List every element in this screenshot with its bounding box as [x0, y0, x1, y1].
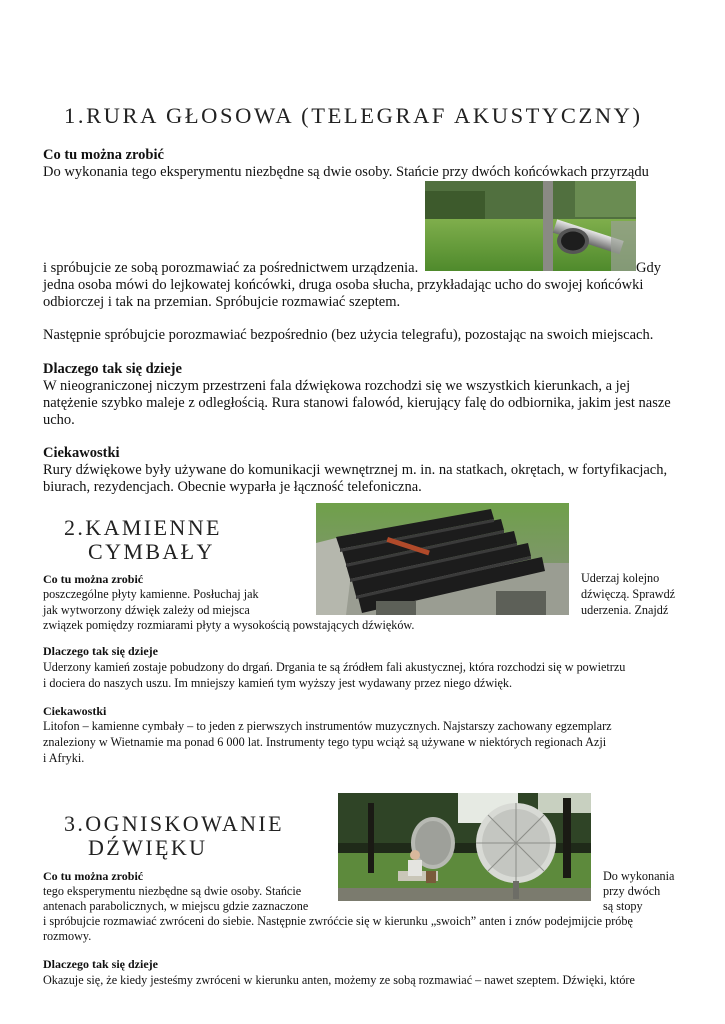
s1-what-para2: Następnie spróbujcie porozmawiać bezpośrednio (bez użycia telegrafu), pozostając na swoich miejscach.	[43, 327, 654, 343]
s2-why-line: i dociera do naszych uszu. Im mniejszy kamień tym wyższy jest wydawany przez niego dźwięk.	[43, 676, 513, 690]
s2-curio-line: i Afryki.	[43, 751, 85, 765]
s2-full-line: związek pomiędzy rozmiarami płyty a wysokością powstających dźwięków.	[43, 618, 415, 632]
parabolic-antennas-photo	[338, 793, 591, 901]
s3-why-heading: Dlaczego tak się dzieje	[43, 957, 158, 971]
s2-what-heading: Co tu można zrobić	[43, 572, 144, 586]
stone-cymbals-photo	[316, 503, 569, 615]
s2-left-line: poszczególne płyty kamienne. Posłuchaj jak	[43, 587, 259, 601]
s1-curio-heading: Ciekawostki	[43, 445, 120, 461]
s2-curio-heading: Ciekawostki	[43, 704, 107, 718]
s2-right-line: uderzenia. Znajdź	[581, 603, 669, 617]
s3-left-line: antenach parabolicznych, w miejscu gdzie zaznaczone	[43, 899, 309, 913]
s1-curio-line: Rury dźwiękowe były używane do komunikacji wewnętrznej m. in. na statkach, okrętach, w fortyfikacjach,	[43, 462, 668, 478]
s1-curio-line: biurach, rezydencjach. Obecnie wyparła je łączność telefoniczna.	[43, 479, 422, 495]
section-3-title-line2: DŹWIĘKU	[88, 835, 208, 860]
s3-left-line: tego eksperymentu niezbędne są dwie osoby. Stańcie	[43, 884, 302, 898]
s1-what-line2a: i spróbujcie ze sobą porozmawiać za pośrednictwem urządzenia.	[43, 260, 419, 276]
s1-what-line2b: Gdy	[636, 260, 661, 276]
s1-what-line4: odbiorczej i tak na przemian. Spróbujcie rozmawiać szeptem.	[43, 294, 401, 310]
s2-left-line: jak wytworzony dźwięk zależy od miejsca	[43, 603, 250, 617]
s2-curio-line: znaleziony w Wietnamie ma ponad 6 000 lat. Instrumenty tego typu wciąż są używane w niektórych regionach Azji	[43, 735, 607, 749]
s3-right-line: Do wykonania	[603, 869, 675, 883]
section-1-title: 1.RURA GŁOSOWA (TELEGRAF AKUSTYCZNY)	[64, 103, 643, 128]
s1-why-line: W nieograniczonej niczym przestrzeni fala dźwiękowa rozchodzi się we wszystkich kierunkach, a jej	[43, 378, 631, 394]
s2-why-line: Uderzony kamień zostaje pobudzony do drgań. Drgania te są źródłem fali akustycznej, która rozchodzi się w powietrzu	[43, 660, 626, 674]
s2-right-line: Uderzaj kolejno	[581, 571, 660, 585]
s3-full-line: i spróbujcie rozmawiać zwróceni do siebie. Następnie zwróćcie się w kierunku „swoich” anten i znów podejmijcie próbę	[43, 914, 633, 928]
s2-why-heading: Dlaczego tak się dzieje	[43, 644, 158, 658]
s1-what-line1: Do wykonania tego eksperymentu niezbędne są dwie osoby. Stańcie przy dwóch końcówkach przyrządu	[43, 164, 649, 180]
s1-what-heading: Co tu można zrobić	[43, 147, 164, 163]
s3-full-line: rozmowy.	[43, 929, 92, 943]
s3-right-line: przy dwóch	[603, 884, 661, 898]
s1-what-line3: jedna osoba mówi do lejkowatej końcówki, druga osoba słucha, przykładając ucho do swojej końcówki	[43, 277, 644, 293]
speaking-tube-photo	[425, 181, 636, 271]
s2-curio-line: Litofon – kamienne cymbały – to jeden z pierwszych instrumentów muzycznych. Najstarszy zachowany egzemplarz	[43, 719, 612, 733]
s3-right-line: są stopy	[603, 899, 643, 913]
section-2-title-line2: CYMBAŁY	[88, 539, 215, 564]
s3-why-line: Okazuje się, że kiedy jesteśmy zwróceni w kierunku anten, możemy ze sobą rozmawiać – nawet szeptem. Dźwięki, które	[43, 973, 635, 987]
s1-why-line: natężenie szybko maleje z odległością. Rura stanowi falowód, kierujący falę do odbiornika, jakim jest nasze	[43, 395, 671, 411]
s2-right-line: dźwięczą. Sprawdź	[581, 587, 676, 601]
section-3-title-line1: 3.OGNISKOWANIE	[64, 811, 284, 836]
section-2-title-line1: 2.KAMIENNE	[64, 515, 222, 540]
s3-what-heading: Co tu można zrobić	[43, 869, 144, 883]
s1-why-heading: Dlaczego tak się dzieje	[43, 361, 182, 377]
s1-why-line: ucho.	[43, 412, 75, 428]
